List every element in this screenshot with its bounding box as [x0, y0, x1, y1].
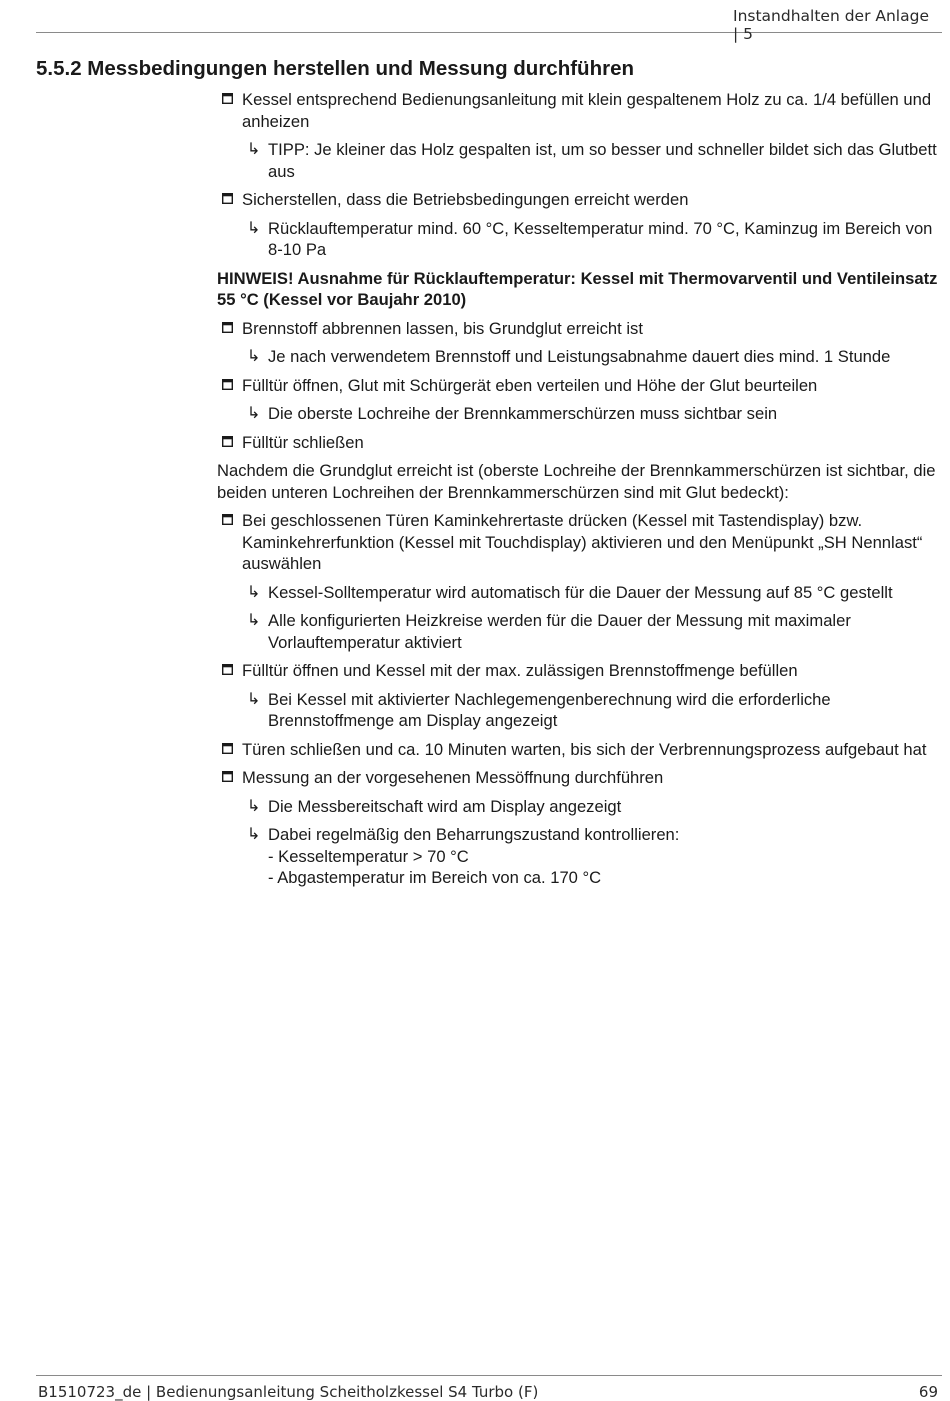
- result-arrow-icon: ↳: [247, 348, 261, 365]
- result-item: [217, 139, 939, 182]
- result-arrow-icon: ↳: [247, 612, 261, 629]
- block-text: Kessel entsprechend Bedienungsanleitung mit klein gespaltenem Holz zu ca. 1/4 befüllen und anheizen: [242, 90, 932, 131]
- result-arrow-icon: ↳: [247, 690, 261, 708]
- block-text: Kessel-Solltemperatur wird automatisch für die Dauer der Messung auf 85 °C gestellt: [268, 582, 893, 602]
- block-text: Die oberste Lochreihe der Brennkammerschürzen muss sichtbar sein: [268, 404, 778, 423]
- checkbox-icon: [222, 771, 233, 782]
- checkbox-icon: [222, 514, 233, 525]
- paragraph-text: [217, 460, 939, 503]
- result-arrow-icon: ↳: [247, 405, 261, 422]
- result-arrow-icon: ↳: [247, 826, 261, 843]
- result-arrow-icon: ↳: [247, 141, 261, 158]
- step-item: [217, 432, 939, 454]
- step-item: [217, 510, 939, 575]
- result-item: [217, 824, 939, 889]
- instruction-list: [217, 89, 939, 896]
- result-item: [217, 796, 939, 818]
- block-text: Die Messbereitschaft wird am Display angezeigt: [268, 796, 622, 816]
- header-rule: [36, 32, 733, 33]
- step-item: [217, 739, 939, 761]
- section-title: 5.5.2 Messbedingungen herstellen und Messung durchführen: [36, 57, 635, 80]
- result-arrow-icon: ↳: [247, 797, 261, 815]
- result-item: [217, 346, 939, 368]
- checkbox-icon: [222, 322, 233, 333]
- block-text: Fülltür schließen: [242, 432, 364, 452]
- page-footer: [36, 1375, 942, 1401]
- step-item: [217, 318, 939, 340]
- block-text: Bei geschlossenen Türen Kaminkehrertaste drücken (Kessel mit Tastendisplay) bzw. Kaminkehrerfunktion (Kessel mit Touchdisplay) aktivieren und den Menüpunkt „SH Nennlast“ auswählen: [242, 511, 923, 573]
- block-text: Alle konfigurierten Heizkreise werden für die Dauer der Messung mit maximaler Vorlauftemperatur aktiviert: [268, 611, 851, 652]
- checkbox-icon: [222, 664, 233, 675]
- result-item: [217, 689, 939, 732]
- footer-document-info: B1510723_de | Bedienungsanleitung Scheitholzkessel S4 Turbo (F): [38, 1383, 539, 1401]
- result-item: [217, 610, 939, 653]
- checkbox-icon: [222, 379, 233, 390]
- checkbox-icon: [222, 193, 233, 204]
- step-item: [217, 767, 939, 789]
- block-text: Rücklauftemperatur mind. 60 °C, Kesseltemperatur mind. 70 °C, Kaminzug im Bereich von 8-10 Pa: [268, 218, 933, 259]
- block-text: Sicherstellen, dass die Betriebsbedingungen erreicht werden: [242, 190, 689, 209]
- block-text: Fülltür öffnen, Glut mit Schürgerät eben verteilen und Höhe der Glut beurteilen: [242, 375, 818, 395]
- block-text: Dabei regelmäßig den Beharrungszustand kontrollieren: - Kesseltemperatur > 70 °C - Abgastemperatur im Bereich von ca. 170 °C: [268, 825, 680, 887]
- checkbox-icon: [222, 743, 233, 754]
- block-text: Bei Kessel mit aktivierter Nachlegemengenberechnung wird die erforderliche Brennstoffmenge am Display angezeigt: [268, 689, 831, 730]
- result-item: [217, 582, 939, 604]
- block-text: Nachdem die Grundglut erreicht ist (oberste Lochreihe der Brennkammerschürzen ist sichtbar, die beiden unteren Lochreihen der Brennkammerschürzen sind mit Glut bedeckt):: [217, 461, 936, 502]
- block-text: Fülltür öffnen und Kessel mit der max. zulässigen Brennstoffmenge befüllen: [242, 661, 798, 680]
- result-arrow-icon: ↳: [247, 583, 261, 601]
- result-item: [217, 218, 939, 261]
- block-text: HINWEIS! Ausnahme für Rücklauftemperatur: Kessel mit Thermovarventil und Ventileinsatz 55 °C (Kessel vor Baujahr 2010): [217, 268, 938, 309]
- block-text: Türen schließen und ca. 10 Minuten warten, bis sich der Verbrennungsprozess aufgebaut hat: [242, 739, 927, 759]
- step-item: [217, 89, 939, 132]
- page-number: 69: [918, 1383, 938, 1401]
- block-text: Brennstoff abbrennen lassen, bis Grundglut erreicht ist: [242, 318, 643, 338]
- checkbox-icon: [222, 436, 233, 447]
- step-item: [217, 189, 939, 211]
- result-arrow-icon: ↳: [247, 219, 261, 237]
- notice-text: [217, 268, 939, 311]
- block-text: Messung an der vorgesehenen Messöffnung durchführen: [242, 768, 664, 787]
- block-text: Je nach verwendetem Brennstoff und Leistungsabnahme dauert dies mind. 1 Stunde: [268, 347, 891, 366]
- result-item: [217, 403, 939, 425]
- checkbox-icon: [222, 93, 233, 104]
- step-item: [217, 375, 939, 397]
- header-chapter: Instandhalten der Anlage | 5: [733, 7, 929, 43]
- block-text: TIPP: Je kleiner das Holz gespalten ist, um so besser und schneller bildet sich das Glutbett aus: [268, 140, 937, 181]
- step-item: [217, 660, 939, 682]
- page-header: [733, 0, 942, 43]
